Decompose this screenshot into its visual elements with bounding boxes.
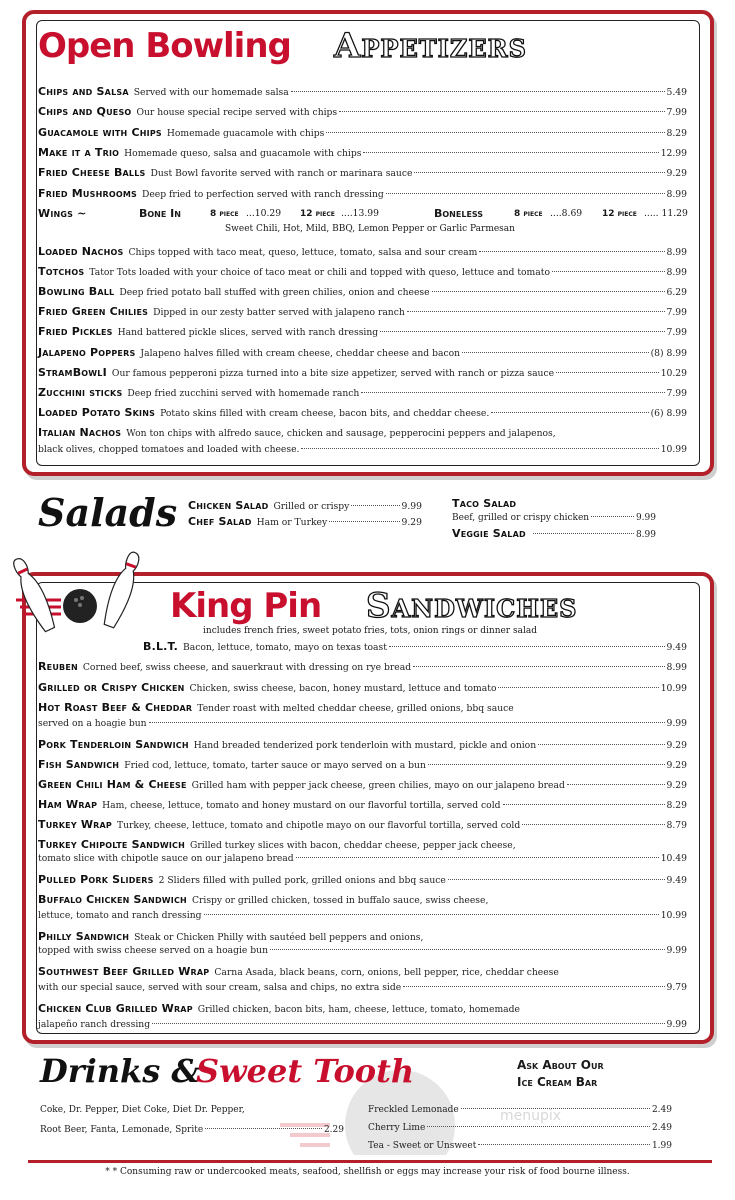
leader-dots [538,744,664,745]
soda-line-1 [40,1105,245,1115]
pork-tenderloin-sandwich-name: Pork Tenderloin Sandwich [38,738,189,751]
leader-dots [567,784,665,785]
leader-dots [361,392,664,393]
drinks-title-red: Sweet Tooth [196,1052,415,1090]
zucchini-sticks-desc: Deep fried zucchini served with homemade ranch [127,387,360,399]
strambowli-row [38,364,687,382]
totchos-desc: Tator Tots loaded with your choice of taco meat or chili and topped with queso, lettuce and tomato [89,267,550,279]
zucchini-sticks-row [38,384,687,402]
philly-row-2 [38,943,687,959]
italian-nachos-name: Italian Nachos [38,426,122,439]
strambowli-name: StramBowlI [38,365,107,379]
wings-bone-in-12: 12 piece [300,209,335,219]
leader-dots [204,914,659,915]
leader-dots [498,687,658,688]
chips-and-salsa-price: 5.49 [666,87,687,98]
fried-green-chilies-price: 7.99 [666,307,687,319]
reuben-price: 8.99 [666,662,687,673]
fish-sandwich-name: Fish Sandwich [38,758,120,771]
leader-dots [149,722,665,723]
leader-dots [533,533,634,534]
jalapeno-poppers-desc: Jalapeno halves filled with cream cheese, cheddar cheese and bacon [140,347,461,359]
cherry-lime-price: 2.49 [651,1123,672,1133]
club-desc-2: jalapeño ranch dressing [38,1019,151,1030]
fried-pickles-name: Fried Pickles [38,325,113,339]
sandwiches-title-red: King Pin [170,586,322,626]
sliders-name: Pulled Pork Sliders [38,873,154,886]
guacamole-with-chips-name: Guacamole with Chips [38,125,162,139]
taco-salad-price: 9.99 [635,513,656,523]
totchos-name: Totchos [38,265,85,279]
cherry-lime-row [368,1123,672,1133]
make-it-a-trio-name: Make it a Trio [38,145,120,159]
chicken-salad-price: 9.99 [401,501,422,512]
loaded-nachos-price: 8.99 [666,247,687,258]
hot-roast-desc-2: served on a hoagie bun [38,718,147,729]
pork-tenderloin-sandwich-desc: Hand breaded tenderized pork tenderloin with mustard, pickle and onion [193,740,537,751]
taco-salad-desc: Beef, grilled or crispy chicken [452,513,590,523]
southwest-row [38,963,687,981]
philly-price: 9.99 [666,945,687,956]
leader-dots [479,251,664,252]
drinks-title-black: Drinks & [40,1052,201,1090]
guacamole-with-chips-row [38,124,687,142]
fried-green-chilies-desc: Dipped in our zesty batter served with jalapeno ranch [153,307,405,319]
jalapeno-poppers-price: (8) 8.99 [650,347,687,359]
ask-line-2: Ice Cream Bar [517,1075,598,1089]
soda-desc-2: Root Beer, Fanta, Lemonade, Sprite [40,1125,204,1135]
chips-and-queso-name: Chips and Queso [38,105,132,119]
pork-tenderloin-sandwich-row [38,736,687,754]
bowling-ball-price: 6.29 [666,287,687,299]
leader-dots [503,804,665,805]
fried-mushrooms-name: Fried Mushrooms [38,186,137,200]
chips-and-queso-desc: Our house special recipe served with chips [136,107,338,119]
leader-dots [296,857,659,858]
buffalo-row-2 [38,908,687,924]
bowling-pins-icon [6,540,146,640]
veggie-salad-name: Veggie Salad [452,527,526,540]
club-desc: Grilled chicken, bacon bits, ham, cheese, lettuce, tomato, homemade [197,1004,520,1015]
philly-desc-2: topped with swiss cheese served on a hoagie bun [38,945,268,956]
chips-and-queso-row [38,103,687,121]
loaded-nachos-desc: Chips topped with taco meat, queso, lettuce, tomato, salsa and sour cream [128,247,478,258]
leader-dots [462,352,649,353]
veggie-salad-price: 8.99 [635,530,656,540]
wings-bone-in-8-price: ...10.29 [246,208,282,219]
leader-dots [427,1126,650,1127]
make-it-a-trio-row [38,144,687,162]
southwest-name: Southwest Beef Grilled Wrap [38,965,210,978]
leader-dots [389,646,665,647]
fried-cheese-balls-price: 9.29 [666,168,687,180]
turkey-chipotle-price: 10.49 [660,853,687,864]
wings-row [38,205,687,223]
taco-salad-row [452,497,521,510]
fried-mushrooms-row [38,185,687,203]
ham-wrap-desc: Ham, cheese, lettuce, tomato and honey mustard on our flavorful tortilla, served cold [102,800,501,811]
wings-bone-in-8: 8 piece [210,209,239,219]
buffalo-row [38,891,687,909]
fried-green-chilies-row [38,303,687,321]
jalapeno-poppers-name: Jalapeno Poppers [38,345,136,359]
southwest-price: 9.79 [666,982,687,993]
wings-boneless-8: 8 piece [514,209,543,219]
fish-sandwich-row [38,756,687,774]
reuben-row [38,658,687,676]
buffalo-desc-2: lettuce, tomato and ranch dressing [38,910,202,921]
leader-dots [152,1023,664,1024]
bowling-ball-desc: Deep fried potato ball stuffed with green chilies, onion and cheese [119,287,430,299]
southwest-desc: Carna Asada, black beans, corn, onions, bell pepper, rice, cheddar cheese [214,967,559,978]
fried-cheese-balls-row [38,164,687,182]
leader-dots [351,505,399,506]
ham-wrap-name: Ham Wrap [38,798,98,811]
sandwiches-title-black: Sandwiches [366,586,578,626]
leader-dots [403,986,664,987]
loaded-potato-skins-price: (6) 8.99 [650,407,687,419]
cherry-lime-name: Cherry Lime [368,1123,426,1133]
leader-dots [552,271,665,272]
leader-dots [448,879,665,880]
turkey-wrap-price: 8.79 [666,820,687,831]
italian-nachos-row-2 [38,442,687,458]
chips-and-queso-price: 7.99 [666,107,687,119]
grilled-or-crispy-chicken-price: 10.99 [660,682,687,694]
leader-dots [522,824,664,825]
bowling-ball-row [38,283,687,301]
leader-dots [491,412,648,413]
tea-sweet-or-unsweet-row [368,1141,672,1151]
wings-bone-in: Bone In [139,207,181,220]
fried-mushrooms-desc: Deep fried to perfection served with ranch dressing [141,188,384,200]
turkey-wrap-desc: Turkey, cheese, lettuce, tomato and chipotle mayo on our flavorful tortilla, served cold [117,820,521,831]
loaded-potato-skins-desc: Potato skins filled with cream cheese, bacon bits, and cheddar cheese. [160,407,490,419]
fried-pickles-price: 7.99 [666,327,687,339]
loaded-nachos-row [38,243,687,261]
leader-dots [339,111,664,112]
club-price: 9.99 [666,1019,687,1030]
leader-dots [413,666,664,667]
wings-flavors: Sweet Chili, Hot, Mild, BBQ, Lemon Pepper or Garlic Parmesan [225,224,515,234]
loaded-potato-skins-row [38,404,687,422]
green-chili-ham-cheese-row [38,776,687,794]
chef-salad-name: Chef Salad [188,515,252,528]
leader-dots [363,152,658,153]
hot-roast-name: Hot Roast Beef & Cheddar [38,701,193,714]
blt-name: B.L.T. [143,640,178,653]
club-row-2 [38,1017,687,1033]
blt-desc: Bacon, lettuce, tomato, mayo on texas toast [182,642,387,653]
chips-and-salsa-row [38,83,687,101]
fried-green-chilies-name: Fried Green Chilies [38,305,149,319]
fried-mushrooms-price: 8.99 [666,188,687,200]
turkey-chipotle-row-2 [38,851,687,867]
chef-salad-row [188,513,422,531]
leader-dots [380,331,664,332]
make-it-a-trio-price: 12.99 [660,147,687,159]
appetizers-title-black: Appetizers [334,26,527,66]
taco-salad-desc-row [452,513,656,523]
reuben-desc: Corned beef, swiss cheese, and sauerkraut with dressing on rye bread [82,662,412,673]
leader-dots [386,193,665,194]
sandwiches-note: includes french fries, sweet potato fries, tots, onion rings or dinner salad [203,626,537,636]
fried-pickles-desc: Hand battered pickle slices, served with ranch dressing [117,327,379,339]
guacamole-with-chips-desc: Homemade guacamole with chips [166,127,325,139]
leader-dots [329,521,399,522]
totchos-row [38,263,687,281]
leader-dots [270,949,665,950]
blt-row [143,638,687,656]
sliders-desc: 2 Sliders filled with pulled pork, grilled onions and bbq sauce [158,875,446,886]
leader-dots [407,311,665,312]
grilled-or-crispy-chicken-row [38,679,687,697]
green-chili-ham-cheese-price: 9.29 [666,780,687,791]
salads-title: Salads [38,490,178,535]
loaded-potato-skins-name: Loaded Potato Skins [38,405,156,419]
leader-dots [301,448,658,449]
sliders-price: 9.49 [666,875,687,886]
buffalo-name: Buffalo Chicken Sandwich [38,893,187,906]
wings-boneless-12: 12 piece [602,209,637,219]
freckled-lemonade-price: 2.49 [651,1105,672,1115]
wings-label: Wings ~ [38,207,87,220]
strambowli-desc: Our famous pepperoni pizza turned into a bite size appetizer, served with ranch or pizza sauce [111,367,555,379]
leader-dots [591,516,634,517]
hot-roast-price: 9.99 [666,718,687,729]
hot-roast-row-2 [38,716,687,732]
buffalo-desc: Crispy or grilled chicken, tossed in buffalo sauce, swiss cheese, [191,895,489,906]
strambowli-price: 10.29 [660,367,687,379]
guacamole-with-chips-price: 8.29 [666,127,687,139]
freckled-lemonade-name: Freckled Lemonade [368,1105,459,1115]
tea-sweet-or-unsweet-price: 1.99 [651,1141,672,1151]
leader-dots [326,132,664,133]
wings-boneless-12-price: ..... 11.29 [644,208,688,219]
club-name: Chicken Club Grilled Wrap [38,1002,193,1015]
hot-roast-desc: Tender roast with melted cheddar cheese, grilled onions, bbq sauce [197,703,514,714]
jalapeno-poppers-row [38,344,687,362]
watermark-text: menupix [500,1108,562,1124]
turkey-chipotle-desc-2: tomato slice with chipotle sauce on our jalapeno bread [38,853,294,864]
make-it-a-trio-desc: Homemade queso, salsa and guacamole with chips [124,147,362,159]
italian-nachos-row [38,424,687,442]
italian-nachos-price: 10.99 [660,444,687,455]
green-chili-ham-cheese-desc: Grilled ham with pepper jack cheese, green chilies, mayo on our jalapeno bread [191,780,565,791]
totchos-price: 8.99 [666,267,687,279]
southwest-row-2 [38,980,687,996]
southwest-desc-2: with our special sauce, served with sour cream, salsa and chips, no extra side [38,982,402,993]
leader-dots [428,764,665,765]
club-row [38,1000,687,1018]
wings-bone-in-12-price: ....13.99 [341,208,379,219]
leader-dots [291,91,665,92]
chef-salad-price: 9.29 [401,517,422,528]
ham-wrap-price: 8.29 [666,800,687,811]
reuben-name: Reuben [38,660,78,673]
fish-sandwich-price: 9.29 [666,760,687,771]
soda-price: 2.29 [323,1125,344,1135]
bowling-ball-name: Bowling Ball [38,285,115,299]
sliders-row [38,871,687,889]
taco-salad-name: Taco Salad [452,497,517,510]
wings-boneless-8-price: ....8.69 [550,208,583,219]
ham-wrap-row [38,796,687,814]
tea-sweet-or-unsweet-name: Tea - Sweet or Unsweet [368,1141,477,1151]
leader-dots [432,291,665,292]
chips-and-salsa-desc: Served with our homemade salsa [133,87,289,98]
chef-salad-desc: Ham or Turkey [256,517,328,528]
turkey-wrap-row [38,816,687,834]
green-chili-ham-cheese-name: Green Chili Ham & Cheese [38,778,187,791]
italian-nachos-desc-2: black olives, chopped tomatoes and loaded with cheese. [38,444,300,455]
chicken-salad-desc: Grilled or crispy [273,501,350,512]
chicken-salad-name: Chicken Salad [188,499,269,512]
ask-line-1: Ask About Our [517,1058,604,1072]
blt-price: 9.49 [666,642,687,653]
zucchini-sticks-name: Zucchini sticks [38,385,123,399]
philly-name: Philly Sandwich [38,930,130,943]
pork-tenderloin-sandwich-price: 9.29 [666,740,687,751]
turkey-chipotle-name: Turkey Chipolte Sandwich [38,838,185,851]
hot-roast-row [38,699,687,717]
italian-nachos-desc: Won ton chips with alfredo sauce, chicken and sausage, pepperocini peppers and jalapenos, [126,428,556,439]
veggie-salad-row [452,527,656,540]
wings-boneless: Boneless [434,207,484,220]
grilled-or-crispy-chicken-desc: Chicken, swiss cheese, bacon, honey mustard, lettuce and tomato [189,682,497,694]
bowling-pin-left [9,555,59,634]
grilled-or-crispy-chicken-name: Grilled or Crispy Chicken [38,680,185,694]
footer-divider [28,1160,712,1163]
leader-dots [556,372,659,373]
leader-dots [205,1128,322,1129]
zucchini-sticks-price: 7.99 [666,387,687,399]
soda-line-2 [40,1125,344,1135]
appetizers-title-red: Open Bowling [38,26,291,66]
turkey-wrap-name: Turkey Wrap [38,818,112,831]
soda-desc-1: Coke, Dr. Pepper, Diet Coke, Diet Dr. Pepper, [40,1105,245,1115]
turkey-chipotle-desc: Grilled turkey slices with bacon, cheddar cheese, pepper jack cheese, [190,840,516,851]
chips-and-salsa-name: Chips and Salsa [38,85,129,98]
leader-dots [478,1144,650,1145]
bowling-pin-right [100,550,144,630]
leader-dots [414,172,664,173]
loaded-nachos-name: Loaded Nachos [38,245,124,258]
footer-disclaimer: * * Consuming raw or undercooked meats, seafood, shellfish or eggs may increase your risk of food bourne illness. [105,1167,630,1177]
buffalo-price: 10.99 [660,910,687,921]
fried-pickles-row [38,323,687,341]
fried-cheese-balls-name: Fried Cheese Balls [38,166,146,180]
fish-sandwich-desc: Fried cod, lettuce, tomato, tarter sauce or mayo served on a bun [124,760,426,771]
fried-cheese-balls-desc: Dust Bowl favorite served with ranch or marinara sauce [150,168,413,180]
philly-desc: Steak or Chicken Philly with sautéed bell peppers and onions, [134,932,424,943]
